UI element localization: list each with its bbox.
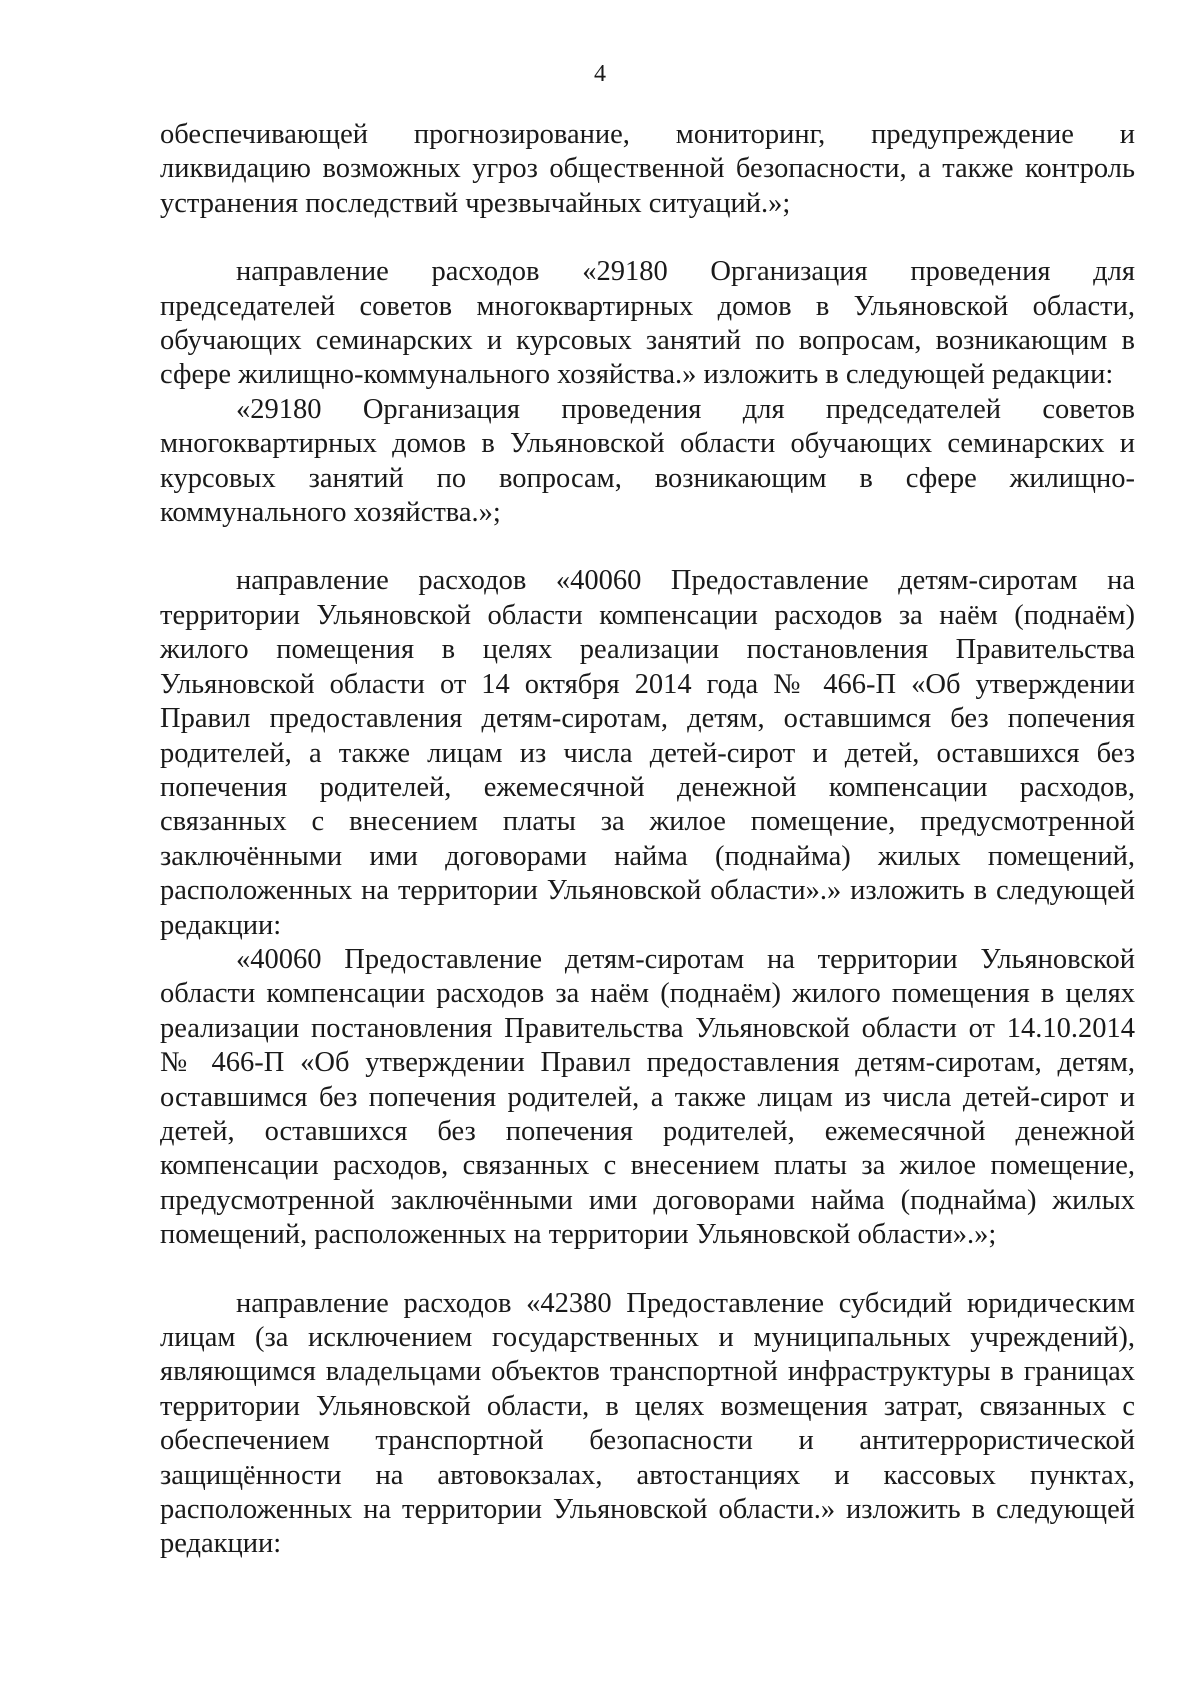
- paragraph-new-wording-29180: «29180 Организация проведения для председателей советов многоквартирных домов в Ульяновской области обучающих семинарских и курсовых занятий по вопросам, возникающим в сфере жилищно-коммунального хозяйства.»;: [160, 393, 1135, 529]
- paragraph-new-wording-40060: «40060 Предоставление детям-сиротам на территории Ульяновской области компенсации расходов за наём (поднаём) жилого помещения в целях реализации постановления Правительства Ульяновской области от 14.10.2014 № 466-П «Об утверждении Правил предоставления детям-сиротам, детям, оставшимся без попечения родителей, а также лицам из числа детей-сирот и детей, оставшихся без попечения родителей, ежемесячной денежной компенсации расходов, связанных с внесением платы за жилое помещение, предусмотренной заключёнными ими договорами найма (поднайма) жилых помещений, расположенных на территории Ульяновской области».»;: [160, 943, 1135, 1251]
- paragraph-continuation: обеспечивающей прогнозирование, мониторинг, предупреждение и ликвидацию возможных угроз общественной безопасности, а также контроль устранения последствий чрезвычайных ситуаций.»;: [160, 119, 1135, 219]
- paragraph-expense-40060: направление расходов «40060 Предоставление детям-сиротам на территории Ульяновской области компенсации расходов за наём (поднаём) жилого помещения в целях реализации постановления Правительства Ульяновской области от 14 октября 2014 года № 466-П «Об утверждении Правил предоставления детям-сиротам, детям, оставшимся без попечения родителей, а также лицам из числа детей-сирот и детей, оставшихся без попечения родителей, ежемесячной денежной компенсации расходов, связанных с внесением платы за жилое помещение, предусмотренной заключёнными ими договорами найма (поднайма) жилых помещений, расположенных на территории Ульяновской области».» изложить в следующей редакции:: [160, 565, 1135, 941]
- paragraph-expense-29180: направление расходов «29180 Организация проведения для председателей советов многоквартирных домов в Ульяновской области, обучающих семинарских и курсовых занятий по вопросам, возникающим в сфере жилищно-коммунального хозяйства.» изложить в следующей редакции:: [160, 256, 1135, 391]
- document-body: [160, 118, 1135, 1562]
- page-number: 4: [594, 61, 606, 87]
- paragraph-expense-42380: направление расходов «42380 Предоставление субсидий юридическим лицам (за исключением государственных и муниципальных учреждений), являющимся владельцами объектов транспортной инфраструктуры в границах территории Ульяновской области, в целях возмещения затрат, связанных с обеспечением транспортной безопасности и антитеррористической защищённости на автовокзалах, автостанциях и кассовых пунктах, расположенных на территории Ульяновской области.» изложить в следующей редакции:: [160, 1287, 1135, 1560]
